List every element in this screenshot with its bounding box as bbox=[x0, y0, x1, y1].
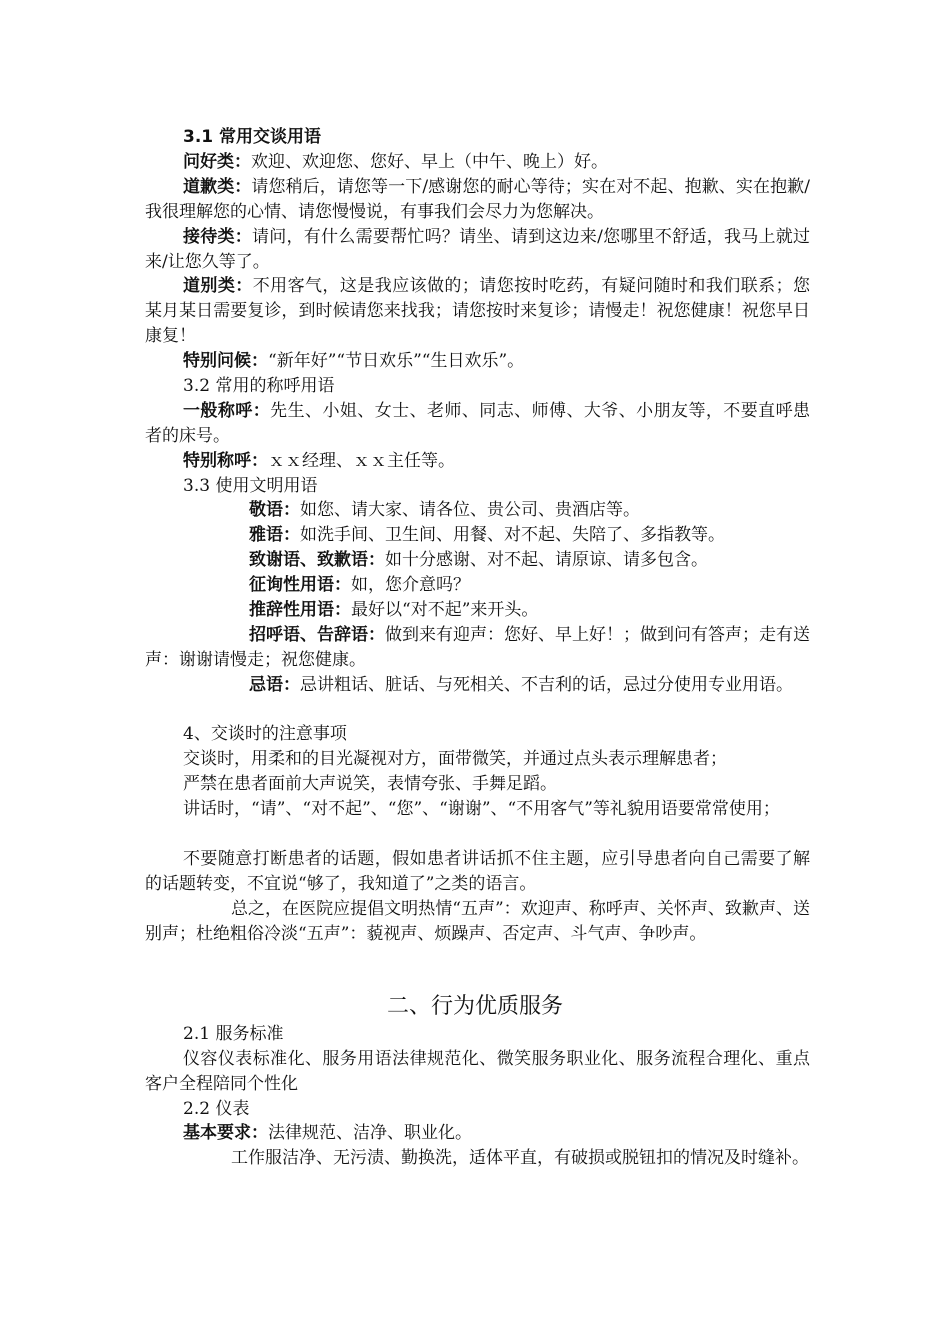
section-3-2-title: 3.2 常用的称呼用语 bbox=[183, 376, 335, 396]
general-address-phrases: 一般称呼：先生、小姐、女士、老师、同志、师傅、大爷、小朋友等，不要直呼患者的床号。 bbox=[145, 401, 811, 446]
note-paragraph-2: 严禁在患者面前大声说笑，表情夸张、手舞足蹈。 bbox=[183, 774, 557, 794]
uniform-requirements: 工作服洁净、无污渍、勤换洗，适体平直，有破损或脱钮扣的情况及时缝补。 bbox=[231, 1148, 809, 1168]
section-3-3-title: 3.3 使用文明用语 bbox=[183, 476, 318, 496]
elegant-phrases: 雅语：如洗手间、卫生间、用餐、对不起、失陪了、多指教等。 bbox=[249, 525, 725, 545]
respect-phrases: 敬语：如您、请大家、请各位、贵公司、贵酒店等。 bbox=[249, 500, 640, 520]
chapter-2-title: 二、行为优质服务 bbox=[386, 994, 563, 1019]
decline-phrases: 推辞性用语：最好以“对不起”来开头。 bbox=[249, 600, 539, 620]
special-address-phrases: 特别称呼：ｘｘ经理、ｘｘ主任等。 bbox=[183, 451, 455, 471]
note-paragraph-5: 总之，在医院应提倡文明热情“五声”：欢迎声、称呼声、关怀声、致歉声、送别声；杜绝粗俗冷淡“五声”：藐视声、烦躁声、否定声、斗气声、争吵声。 bbox=[145, 899, 810, 944]
note-paragraph-4: 不要随意打断患者的话题，假如患者讲话抓不住主题，应引导患者向自己需要了解的话题转变，不宜说“够了，我知道了”之类的语言。 bbox=[145, 849, 810, 894]
greeting-phrases: 问好类：欢迎、欢迎您、您好、早上（中午、晚上）好。 bbox=[183, 152, 608, 172]
taboo-phrases: 忌语：忌讲粗话、脏话、与死相关、不吉利的话，忌过分使用专业用语。 bbox=[249, 675, 793, 695]
farewell-phrases: 道别类：不用客气，这是我应该做的；请您按时吃药，有疑问随时和我们联系；您某月某日需要复诊，到时候请您来找我；请您按时来复诊；请慢走！祝您健康！祝您早日康复！ bbox=[145, 276, 811, 346]
service-standard-text: 仪容仪表标准化、服务用语法律规范化、微笑服务职业化、服务流程合理化、重点客户全程陪同个性化 bbox=[145, 1049, 810, 1094]
section-3-1-title: 3.1 常用交谈用语 bbox=[183, 127, 322, 147]
reception-phrases: 接待类：请问，有什么需要帮忙吗？请坐、请到这边来/您哪里不舒适，我马上就过来/让您久等了。 bbox=[145, 227, 810, 272]
special-greeting-phrases: 特别问候：“新年好”“节日欢乐”“生日欢乐”。 bbox=[183, 351, 525, 371]
thanks-phrases: 致谢语、致歉语：如十分感谢、对不起、请原谅、请多包含。 bbox=[249, 550, 708, 570]
section-4-title: 4、交谈时的注意事项 bbox=[183, 724, 347, 744]
apology-phrases: 道歉类：请您稍后，请您等一下/感谢您的耐心等待；实在对不起、抱歉、实在抱歉/我很理解您的心情、请您慢慢说，有事我们会尽力为您解决。 bbox=[145, 177, 810, 222]
section-2-1-title: 2.1 服务标准 bbox=[183, 1024, 284, 1044]
section-2-2-title: 2.2 仪表 bbox=[183, 1099, 250, 1119]
hello-bye-phrases: 招呼语、告辞语：做到来有迎声：您好、早上好！；做到问有答声；走有送声：谢谢请慢走；祝您健康。 bbox=[145, 625, 810, 670]
note-paragraph-1: 交谈时，用柔和的目光凝视对方，面带微笑，并通过点头表示理解患者； bbox=[183, 749, 727, 769]
note-paragraph-3: 讲话时，“请”、“对不起”、“您”、“谢谢”、“不用客气”等礼貌用语要常常使用； bbox=[183, 799, 780, 819]
basic-requirements: 基本要求：法律规范、洁净、职业化。 bbox=[183, 1123, 472, 1143]
inquiry-phrases: 征询性用语：如，您介意吗？ bbox=[249, 575, 470, 595]
